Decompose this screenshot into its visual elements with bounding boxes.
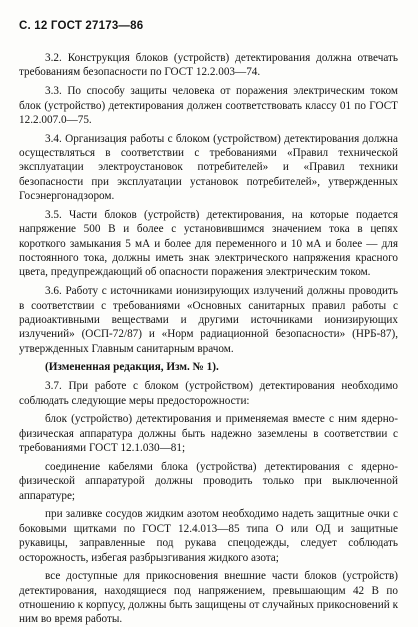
paragraph-3-5: 3.5. Части блоков (устройств) детектирования, на которые подается напряжение 500 В и более с установившимся значением тока в цепях короткого замыкания 5 мА и более для переменного и 10 мА и более — для постоянного тока, должны иметь знак электрического напряжения красного цвета, предупреждающий об опасности поражения электрическим током. xyxy=(19,208,398,279)
paragraph-3-2: 3.2. Конструкция блоков (устройств) детектирования должна отвечать требованиям безопасности по ГОСТ 12.2.003—74. xyxy=(19,52,398,79)
paragraph-3-3: 3.3. По способу защиты человека от поражения электрическим током блок (устройство) детектирования должен соответствовать классу 01 по ГОСТ 12.2.007.0—75. xyxy=(19,85,398,126)
paragraph-3-4: 3.4. Организация работы с блоком (устройством) детектирования должна осуществляться в соответствии с требованиями «Правил технической эксплуатации электроустановок потребителей» и «Правил техники безопасности при эксплуатации установок потребителей», утвержденных Госэнергонадзором. xyxy=(19,132,398,203)
list-item-live-parts: все доступные для прикосновения внешние части блоков (устройств) детектирования, находящиеся под напряжением, превышающим 42 В по отношению к корпусу, должны быть защищены от случайных прикосновений к ним во время работы. xyxy=(19,570,398,626)
paragraph-3-7: 3.7. При работе с блоком (устройством) детектирования необходимо соблюдать следующие меры предосторожности: xyxy=(19,380,398,407)
amendment-note: (Измененная редакция, Изм. № 1). xyxy=(45,361,219,374)
paragraph-3-6: 3.6. Работу с источниками ионизирующих излучений должны проводить в соответствии с требованиями «Основных санитарных правил работы с радиоактивными веществами и другими источниками ионизирующих излучений» (ОСП-72/87) и «Норм радиационной безопасности» (НРБ-87), утвержденных Главным санитарным врачом. xyxy=(19,285,398,355)
document-body xyxy=(19,51,398,627)
list-item-cable-connection: соединение кабелями блока (устройства) детектирования с ядерно-физической аппаратурой должны проводить только при выключенной аппаратуре; xyxy=(19,460,398,502)
list-item-liquid-nitrogen: при заливке сосудов жидким азотом необходимо надеть защитные очки с боковыми щитками по ГОСТ 12.4.013—85 типа О или ОД и защитные рукавицы, заправленные под рукава спецодежды, следует соблюдать осторожность, избегая разбрызгивания жидкого азота; xyxy=(19,508,398,564)
page-header: С. 12 ГОСТ 27173—86 xyxy=(19,20,144,32)
list-item-grounding: блок (устройство) детектирования и применяемая вместе с ним ядерно-физическая аппаратура должны быть надежно заземлены в соответствии с требованиями ГОСТ 12.1.030—81; xyxy=(19,413,398,455)
